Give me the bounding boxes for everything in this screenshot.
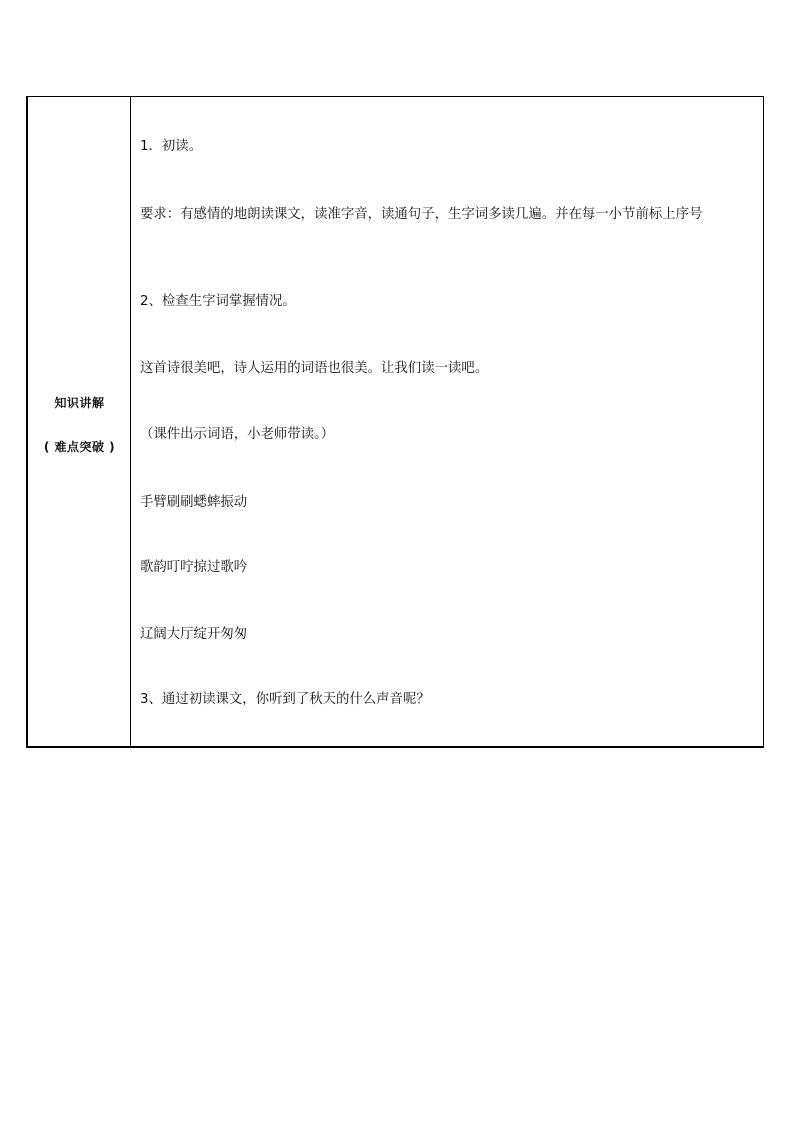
section-label-subtitle: ( 难点突破 ) bbox=[43, 440, 116, 454]
lesson-table bbox=[26, 96, 764, 748]
courseware-note: （课件出示词语，小老师带读。） bbox=[140, 427, 335, 442]
word-group-1: 手臂刷刷蟋蟀振动 bbox=[140, 495, 248, 510]
section-label-title: 知识讲解 bbox=[54, 396, 105, 410]
step2-heading: 2、检查生字词掌握情况。 bbox=[140, 294, 296, 309]
word-group-2: 歌韵叮咛掠过歌吟 bbox=[140, 560, 248, 575]
section-content-cell bbox=[131, 97, 763, 746]
intro-sentence: 这首诗很美吧，诗人运用的词语也很美。让我们读一读吧。 bbox=[140, 361, 489, 376]
step3-question: 3、通过初读课文，你听到了秋天的什么声音呢？ bbox=[140, 692, 430, 707]
word-group-3: 辽阔大厅绽开匆匆 bbox=[140, 627, 248, 642]
step1-requirement: 要求：有感情的地朗读课文，读准字音，读通句子，生字词多读几遍。并在每一小节前标上序号 bbox=[140, 207, 703, 222]
section-label-cell bbox=[28, 97, 131, 746]
step1-heading: 1．初读。 bbox=[140, 139, 203, 154]
